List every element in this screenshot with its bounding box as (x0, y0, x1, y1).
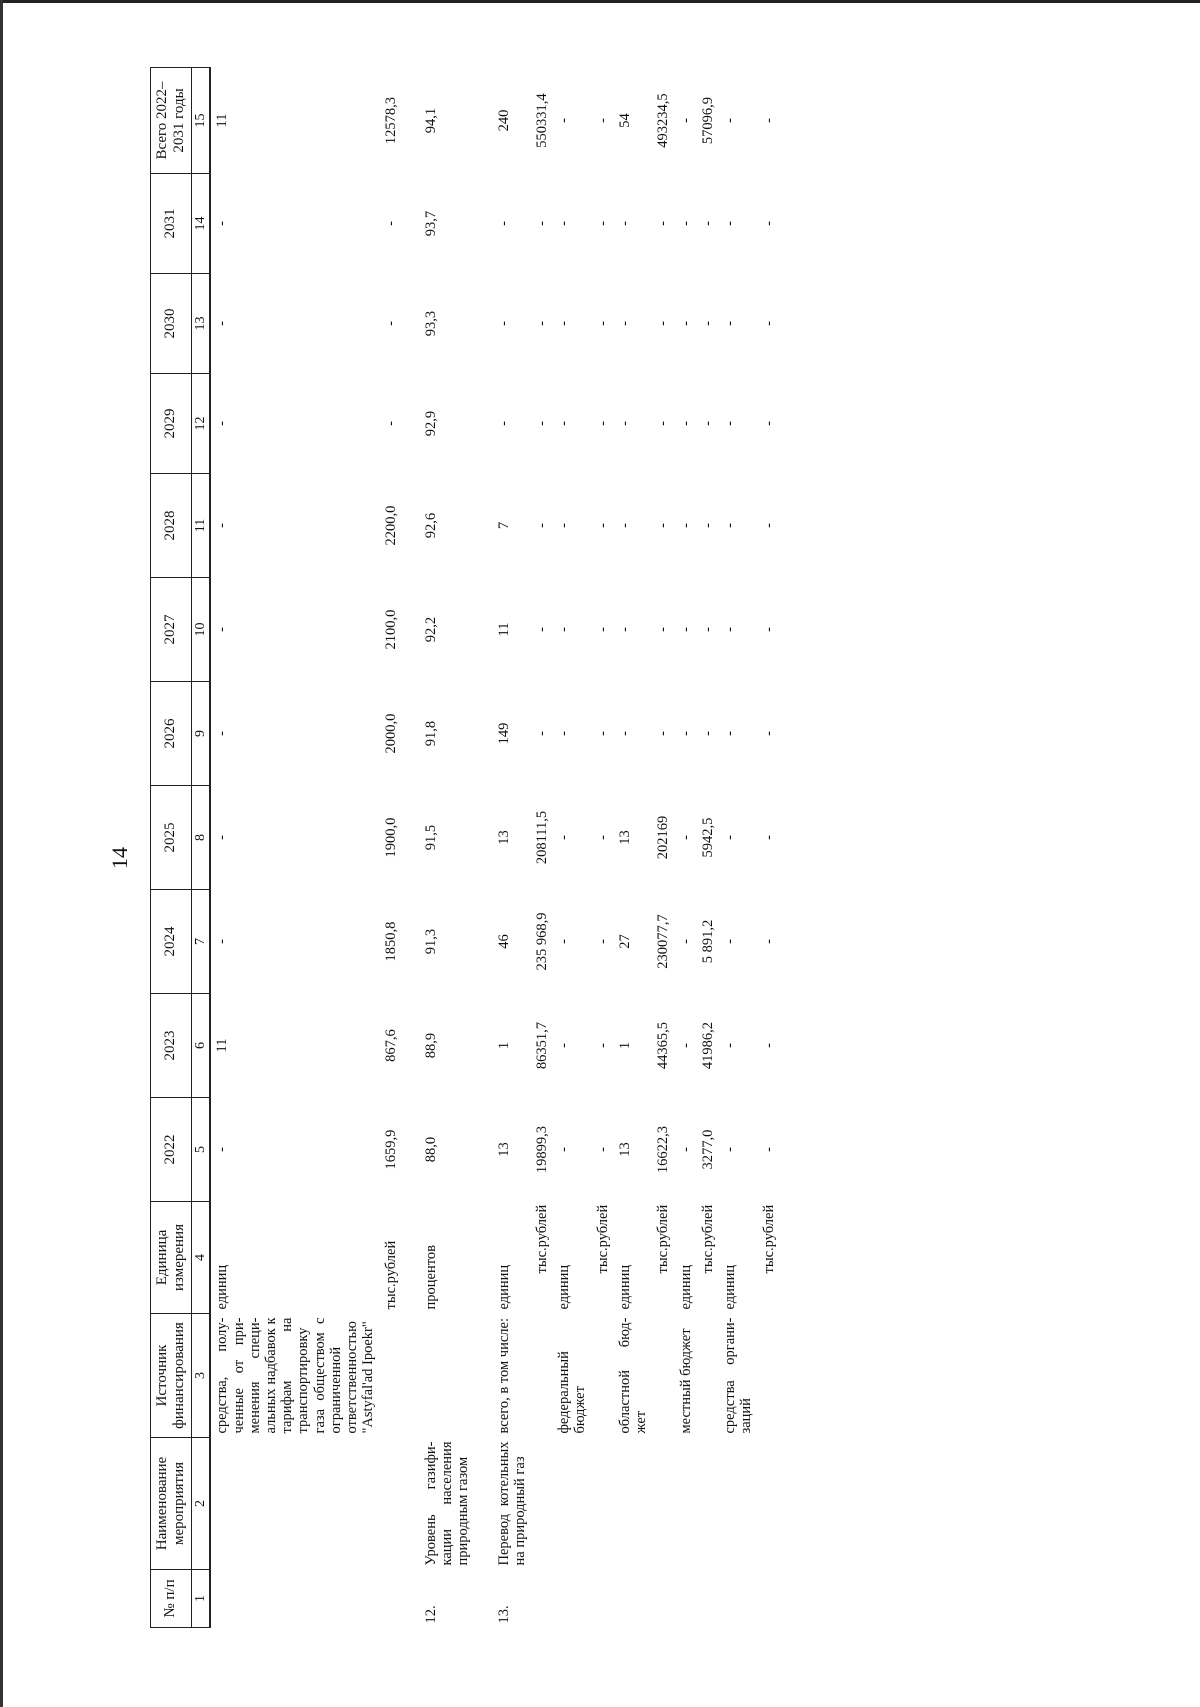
column-numbers-row (191, 68, 210, 1628)
year-value: - (760, 627, 777, 632)
year-value: - (594, 523, 611, 528)
year-value: - (556, 939, 573, 944)
year-value: - (382, 321, 399, 326)
table-row (420, 68, 475, 1628)
year-value: - (722, 835, 739, 840)
year-value: 2000,0 (382, 713, 399, 754)
total-value: 57096,9 (699, 96, 716, 145)
year-value: - (534, 627, 551, 632)
year-value: - (594, 835, 611, 840)
row-spacer-cell (475, 68, 493, 1628)
unit-of-measure: единиц (616, 1264, 633, 1310)
header-year: 2031 (151, 174, 192, 274)
unit-of-measure: единиц (495, 1264, 512, 1310)
year-value: 3277,0 (699, 1129, 716, 1170)
year-value: 867,6 (382, 1029, 399, 1062)
unit-of-measure: тыс.рублей (534, 1204, 551, 1274)
year-value: 41986,2 (699, 1021, 716, 1070)
total-value: - (556, 118, 573, 123)
year-value: - (699, 221, 716, 226)
year-value: - (677, 939, 694, 944)
year-value: - (556, 321, 573, 326)
year-value: - (722, 421, 739, 426)
header-source: Источник финансирования (151, 1314, 192, 1438)
year-value: - (722, 523, 739, 528)
funding-source (697, 1314, 719, 1438)
row-index (380, 1570, 402, 1628)
year-value: 92,2 (422, 616, 439, 643)
year-value: - (760, 523, 777, 528)
year-value: - (616, 627, 633, 632)
header-year: 2029 (151, 374, 192, 474)
year-value: - (677, 523, 694, 528)
year-value: - (594, 321, 611, 326)
year-value: - (677, 221, 694, 226)
total-value: 54 (616, 113, 633, 128)
year-value: - (534, 221, 551, 226)
measure-name (210, 1438, 379, 1570)
table-row (719, 68, 757, 1628)
year-value: 19899,3 (534, 1125, 551, 1174)
funding-source (420, 1314, 475, 1438)
year-value: 13 (616, 830, 633, 845)
year-value: - (616, 221, 633, 226)
unit-of-measure: тыс.рублей (760, 1204, 777, 1274)
total-value: - (677, 118, 694, 123)
year-value: - (655, 421, 672, 426)
unit-of-measure: единиц (556, 1264, 573, 1310)
header-row (151, 68, 192, 1628)
year-value: 88,9 (422, 1032, 439, 1059)
year-value: - (677, 627, 694, 632)
year-value: - (556, 221, 573, 226)
year-value: - (214, 1147, 231, 1152)
header-year: 2026 (151, 682, 192, 786)
year-value: - (382, 421, 399, 426)
year-value: - (214, 221, 231, 226)
year-value: - (699, 627, 716, 632)
year-value: 13 (616, 1142, 633, 1157)
year-value: - (594, 731, 611, 736)
year-value: - (655, 221, 672, 226)
measure-name (758, 1438, 780, 1570)
row-index (553, 1570, 591, 1628)
year-value: - (534, 421, 551, 426)
year-value: 92,6 (422, 512, 439, 539)
header-year: 2023 (151, 994, 192, 1098)
header-year: 2028 (151, 474, 192, 578)
table-row (592, 68, 614, 1628)
funding-source: федеральный бюджет (556, 1351, 589, 1434)
year-value: - (534, 523, 551, 528)
column-number: 3 (191, 1314, 210, 1438)
column-number: 15 (191, 68, 210, 174)
year-value: - (214, 523, 231, 528)
measure-name (592, 1438, 614, 1570)
year-value: - (722, 939, 739, 944)
table-row (493, 68, 531, 1628)
unit-of-measure: единиц (677, 1264, 694, 1310)
year-value: - (655, 731, 672, 736)
year-value: - (214, 421, 231, 426)
table-row (758, 68, 780, 1628)
year-value: - (594, 939, 611, 944)
row-index (719, 1570, 757, 1628)
year-value: - (722, 627, 739, 632)
year-value: 1 (616, 1041, 633, 1050)
year-value: 91,8 (422, 720, 439, 747)
year-value: - (677, 1147, 694, 1152)
year-value: - (214, 939, 231, 944)
year-value: 2200,0 (382, 505, 399, 546)
year-value: - (556, 523, 573, 528)
year-value: - (655, 627, 672, 632)
row-index (758, 1570, 780, 1628)
year-value: - (594, 221, 611, 226)
year-value: - (556, 731, 573, 736)
year-value: - (556, 835, 573, 840)
unit-of-measure: процентов (422, 1245, 439, 1310)
row-spacer-cell (402, 68, 420, 1628)
year-value: - (495, 221, 512, 226)
column-number: 6 (191, 994, 210, 1098)
row-spacer (402, 68, 420, 1628)
funding-source: средства органи-заций (722, 1317, 755, 1434)
column-number: 14 (191, 174, 210, 274)
year-value: 86351,7 (534, 1021, 551, 1070)
measure-name (697, 1438, 719, 1570)
year-value: - (616, 731, 633, 736)
year-value: - (722, 1147, 739, 1152)
year-value: - (534, 321, 551, 326)
table-row (614, 68, 652, 1628)
year-value: - (760, 221, 777, 226)
year-value: 7 (495, 521, 512, 530)
table-row (652, 68, 674, 1628)
year-value: - (495, 421, 512, 426)
column-number: 9 (191, 682, 210, 786)
row-index (210, 1570, 379, 1628)
year-value: - (760, 835, 777, 840)
table-row (675, 68, 697, 1628)
year-value: - (760, 421, 777, 426)
year-value: - (214, 835, 231, 840)
year-value: 5 891,2 (699, 919, 716, 964)
row-index (652, 1570, 674, 1628)
year-value: 5942,5 (699, 817, 716, 858)
total-value: 550331,4 (534, 93, 551, 148)
scan-edge-top (0, 0, 1200, 3)
table-row (553, 68, 591, 1628)
unit-of-measure: единиц (722, 1264, 739, 1310)
column-number: 8 (191, 786, 210, 890)
year-value: - (594, 421, 611, 426)
column-number: 2 (191, 1438, 210, 1570)
year-value: - (699, 321, 716, 326)
column-number: 10 (191, 578, 210, 682)
year-value: 91,5 (422, 824, 439, 851)
year-value: - (556, 1147, 573, 1152)
total-value: - (760, 118, 777, 123)
year-value: - (677, 731, 694, 736)
year-value: - (214, 627, 231, 632)
table-body (210, 68, 780, 1628)
measure-name (675, 1438, 697, 1570)
year-value: - (699, 731, 716, 736)
funding-source: средства, полу-ченные от при-менения специ-альных надбавок к тарифам на транспортировку газа обществом с ограниченной ответственностью "Astyfal'ad Ipoekr" (214, 1317, 377, 1434)
table-row (531, 68, 553, 1628)
header-total: Всего 2022–2031 годы (151, 68, 192, 174)
year-value: - (556, 421, 573, 426)
column-number: 7 (191, 890, 210, 994)
row-index (697, 1570, 719, 1628)
scan-edge-left (0, 0, 3, 1707)
year-value: 230077,7 (655, 914, 672, 969)
unit-of-measure: тыс.рублей (594, 1204, 611, 1274)
program-table (150, 67, 780, 1628)
header-num: № п/п (151, 1570, 192, 1628)
header-year: 2027 (151, 578, 192, 682)
rotated-page (150, 68, 1200, 1628)
year-value: - (722, 221, 739, 226)
measure-name (380, 1438, 402, 1570)
year-value: - (760, 939, 777, 944)
year-value: - (495, 321, 512, 326)
year-value: - (722, 321, 739, 326)
year-value: 208111,5 (534, 810, 551, 865)
funding-source (758, 1314, 780, 1438)
page-number: 14 (107, 847, 132, 869)
header-unit: Единица измерения (151, 1202, 192, 1314)
year-value: 13 (495, 1142, 512, 1157)
year-value: 91,3 (422, 928, 439, 955)
column-number: 12 (191, 374, 210, 474)
year-value: 1900,0 (382, 817, 399, 858)
year-value: 235 968,9 (534, 912, 551, 971)
year-value: - (760, 321, 777, 326)
column-number: 5 (191, 1098, 210, 1202)
year-value: 1 (495, 1041, 512, 1050)
year-value: - (616, 421, 633, 426)
column-number: 11 (191, 474, 210, 578)
total-value: - (594, 118, 611, 123)
year-value: 88,0 (422, 1136, 439, 1163)
row-index (592, 1570, 614, 1628)
year-value: - (214, 731, 231, 736)
measure-name (614, 1438, 652, 1570)
year-value: 2100,0 (382, 609, 399, 650)
year-value: - (616, 321, 633, 326)
row-index (614, 1570, 652, 1628)
year-value: 92,9 (422, 410, 439, 437)
year-value: 93,3 (422, 310, 439, 337)
funding-source: всего, в том числе: (495, 1318, 512, 1434)
year-value: 202169 (655, 815, 672, 860)
year-value: - (760, 1147, 777, 1152)
year-value: 93,7 (422, 210, 439, 237)
year-value: - (722, 731, 739, 736)
year-value: - (214, 321, 231, 326)
row-spacer (475, 68, 493, 1628)
measure-name: Перевод котельных на природный газ (495, 1441, 528, 1566)
year-value: - (699, 523, 716, 528)
year-value: 16622,3 (655, 1125, 672, 1174)
year-value: - (760, 1043, 777, 1048)
table-row (210, 68, 379, 1628)
year-value: 1850,8 (382, 921, 399, 962)
total-value: 240 (495, 109, 512, 132)
unit-of-measure: тыс.рублей (655, 1204, 672, 1274)
year-value: - (722, 1043, 739, 1048)
header-year: 2030 (151, 274, 192, 374)
column-number: 13 (191, 274, 210, 374)
year-value: - (655, 523, 672, 528)
row-index (675, 1570, 697, 1628)
year-value: 13 (495, 830, 512, 845)
measure-name (531, 1438, 553, 1570)
table-row (697, 68, 719, 1628)
measure-name: Уровень газифи-кации населения природным газом (422, 1441, 472, 1566)
total-value: 94,1 (422, 107, 439, 134)
funding-source: областной бюд-жет (616, 1317, 650, 1434)
year-value: - (699, 421, 716, 426)
measure-name (652, 1438, 674, 1570)
year-value: 46 (495, 934, 512, 949)
header-year: 2024 (151, 890, 192, 994)
funding-source (652, 1314, 674, 1438)
funding-source (380, 1314, 402, 1438)
header-name: Наименование мероприятия (151, 1438, 192, 1570)
year-value: - (616, 523, 633, 528)
funding-source: местный бюджет (677, 1328, 694, 1434)
year-value: 27 (616, 934, 633, 949)
year-value: - (677, 1043, 694, 1048)
year-value: 11 (495, 622, 512, 637)
funding-source (531, 1314, 553, 1438)
year-value: - (760, 731, 777, 736)
row-index: 13. (495, 1605, 512, 1624)
funding-source (592, 1314, 614, 1438)
year-value: 149 (495, 722, 512, 745)
total-value: 493234,5 (655, 93, 672, 148)
year-value: - (382, 221, 399, 226)
column-number: 4 (191, 1202, 210, 1314)
total-value: 11 (214, 113, 231, 128)
year-value: - (677, 321, 694, 326)
unit-of-measure: тыс.рублей (382, 1240, 399, 1310)
unit-of-measure: тыс.рублей (699, 1204, 716, 1274)
measure-name (719, 1438, 757, 1570)
measure-name (553, 1438, 591, 1570)
row-index: 12. (422, 1605, 439, 1624)
year-value: - (594, 1043, 611, 1048)
year-value: - (677, 421, 694, 426)
year-value: - (556, 1043, 573, 1048)
year-value: - (556, 627, 573, 632)
column-number: 1 (191, 1570, 210, 1628)
year-value: 44365,5 (655, 1021, 672, 1070)
total-value: 12578,3 (382, 96, 399, 145)
year-value: 1659,9 (382, 1129, 399, 1170)
header-year: 2025 (151, 786, 192, 890)
year-value: - (594, 1147, 611, 1152)
year-value: - (594, 627, 611, 632)
table-row (380, 68, 402, 1628)
year-value: 11 (214, 1038, 231, 1053)
header-year: 2022 (151, 1098, 192, 1202)
year-value: - (534, 731, 551, 736)
year-value: - (655, 321, 672, 326)
year-value: - (677, 835, 694, 840)
unit-of-measure: единиц (214, 1264, 231, 1310)
row-index (531, 1570, 553, 1628)
total-value: - (722, 118, 739, 123)
